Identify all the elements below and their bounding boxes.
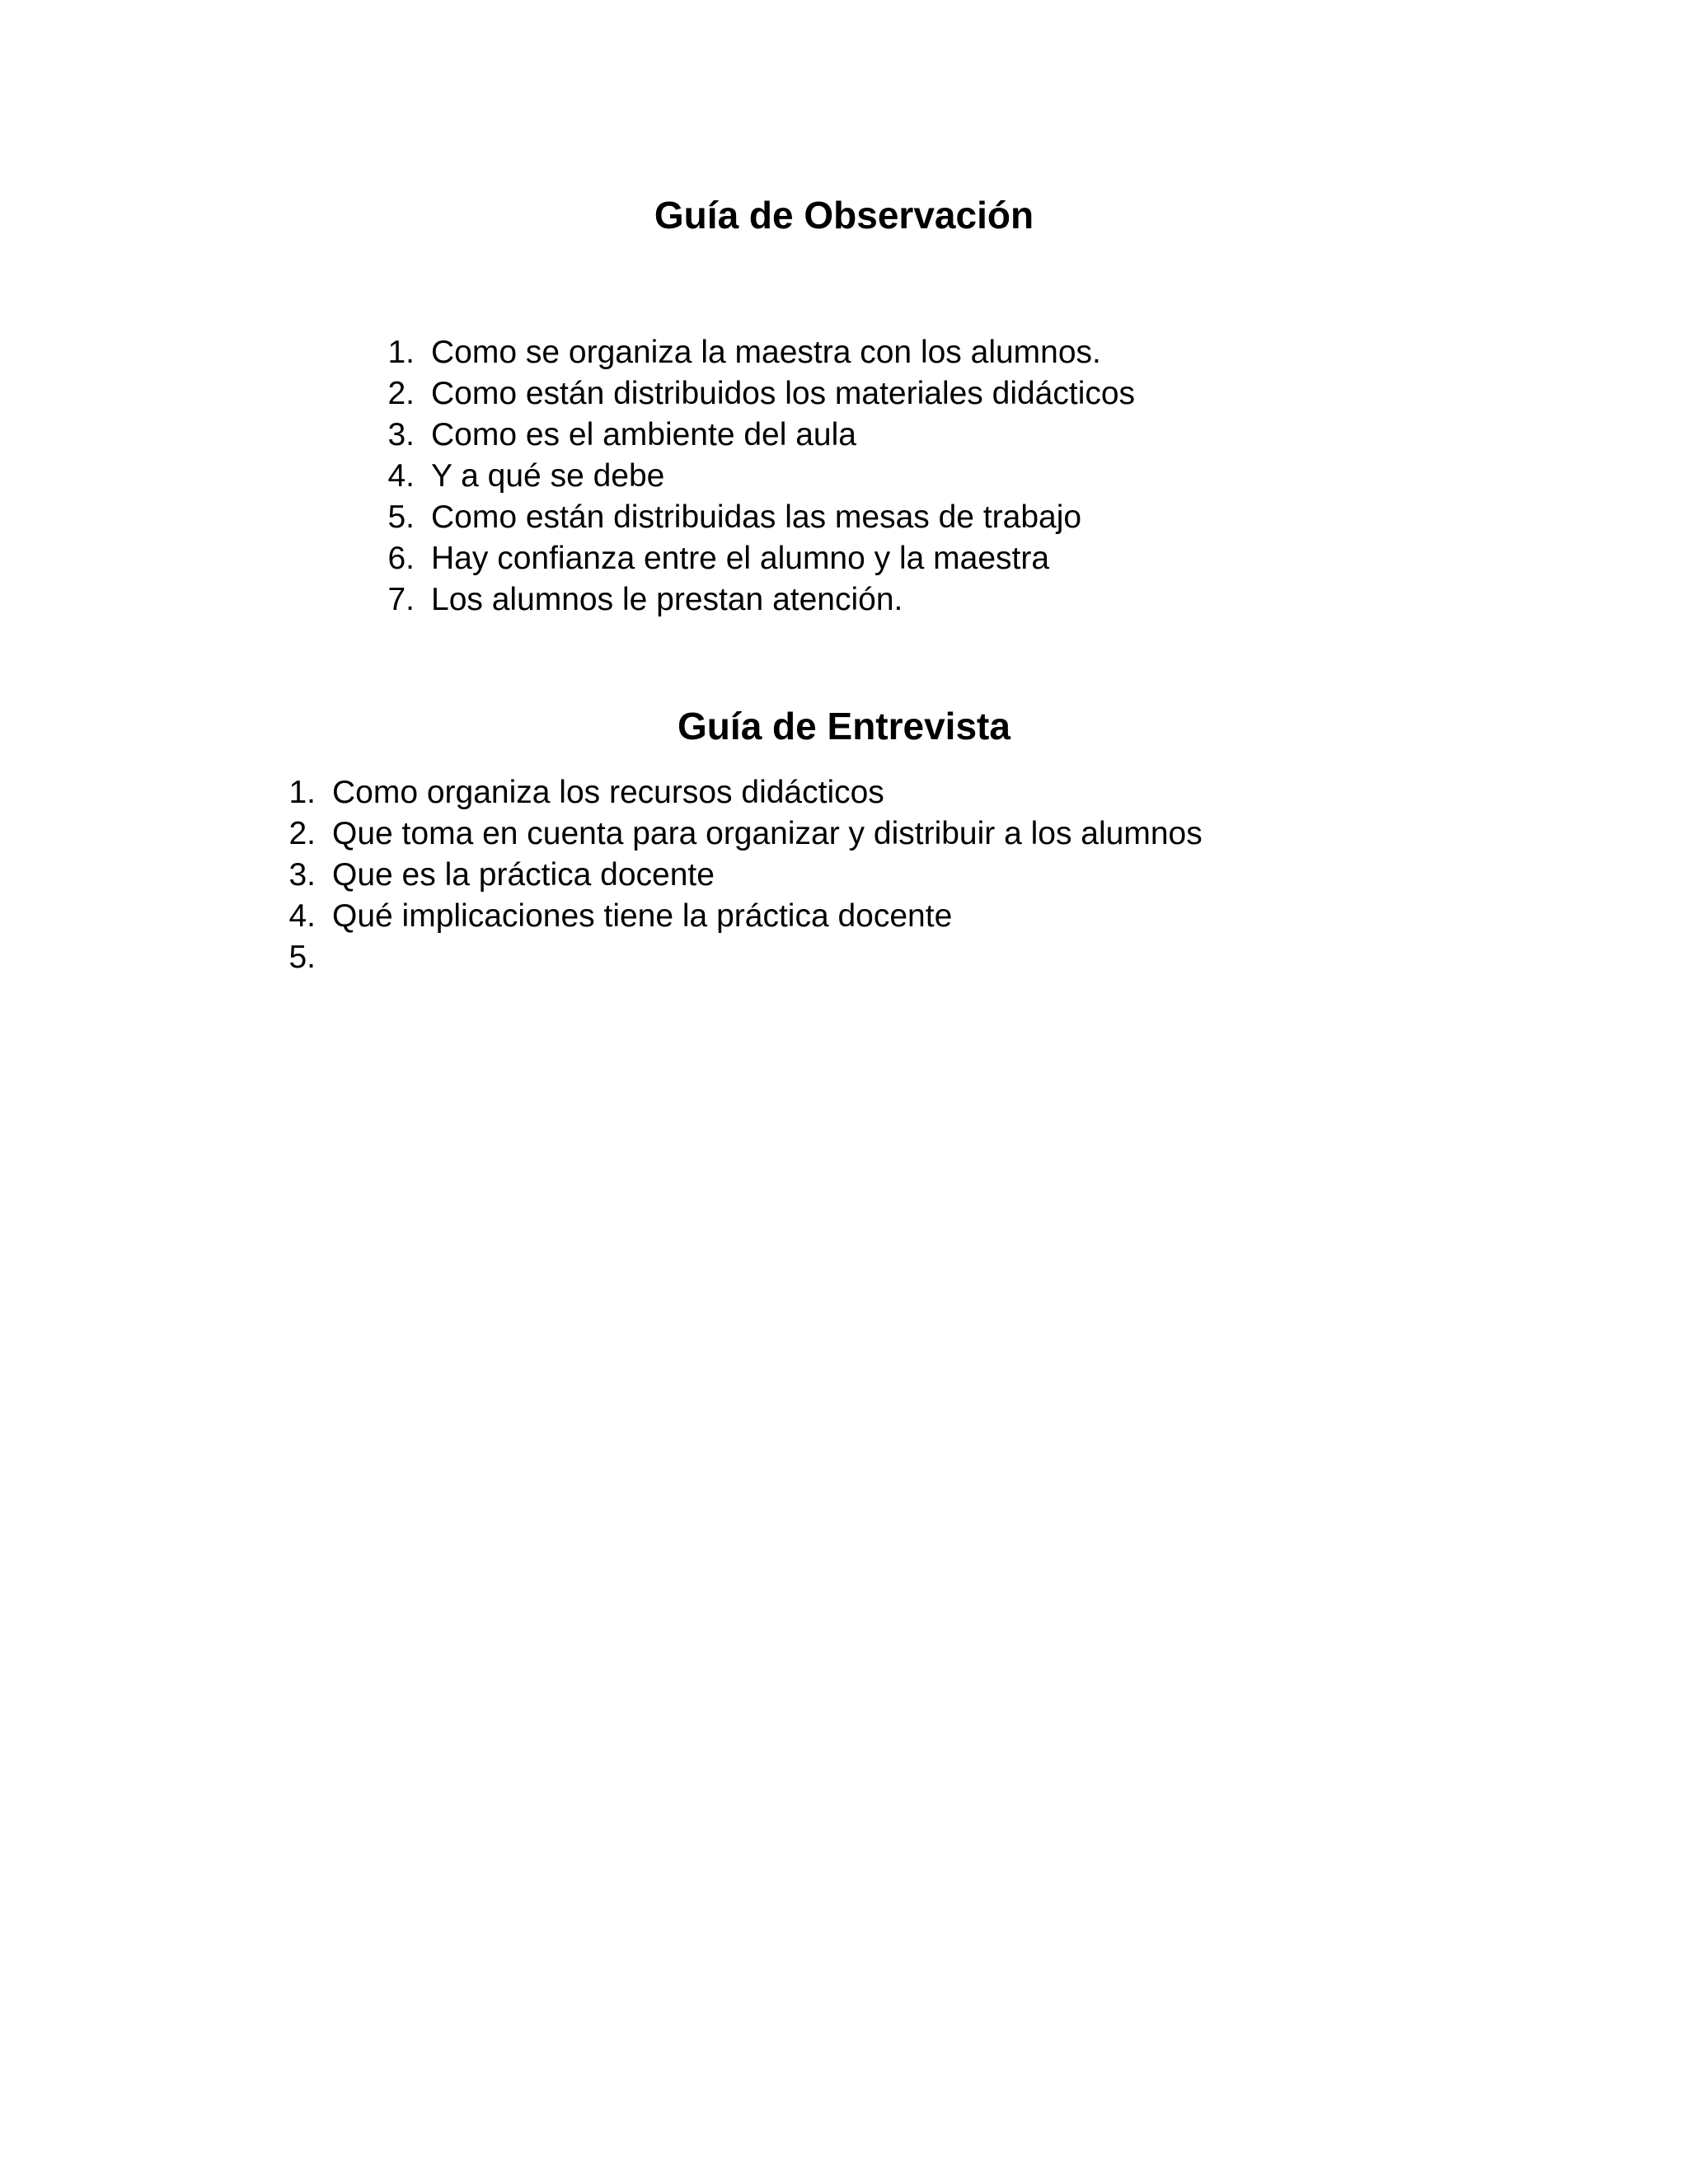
- list-item-text: Como organiza los recursos didácticos: [332, 775, 884, 810]
- list-item-number: 3.: [387, 417, 415, 452]
- list-item-number: 6.: [387, 541, 415, 576]
- list-item-text: Y a qué se debe: [431, 458, 665, 494]
- list-item-number: 4.: [387, 458, 415, 494]
- list-item-text: Como están distribuidos los materiales didácticos: [431, 376, 1136, 411]
- list-item-text: Como se organiza la maestra con los alumnos.: [431, 335, 1101, 370]
- list-item-number: 2.: [387, 376, 415, 411]
- list-item-number: 4.: [288, 898, 316, 934]
- list-item-number: 1.: [288, 775, 316, 810]
- list-item-number: 7.: [387, 582, 415, 617]
- list-item-text: Que es la práctica docente: [332, 857, 715, 893]
- interview-guide-title: Guía de Entrevista: [678, 705, 1010, 748]
- list-item-text: Que toma en cuenta para organizar y distribuir a los alumnos: [332, 816, 1203, 851]
- list-item-text: Los alumnos le prestan atención.: [431, 582, 903, 617]
- list-item-text: Como están distribuidas las mesas de trabajo: [431, 499, 1082, 535]
- list-item-number: 1.: [387, 335, 415, 370]
- list-item-number: 3.: [288, 857, 316, 893]
- list-item-number: 5.: [288, 940, 316, 975]
- observation-guide-title: Guía de Observación: [654, 194, 1034, 237]
- list-item-number: 5.: [387, 499, 415, 535]
- list-item-number: 2.: [288, 816, 316, 851]
- list-item-text: Hay confianza entre el alumno y la maestra: [431, 541, 1050, 576]
- list-item-text: Como es el ambiente del aula: [431, 417, 856, 452]
- list-item-text: Qué implicaciones tiene la práctica docente: [332, 898, 953, 934]
